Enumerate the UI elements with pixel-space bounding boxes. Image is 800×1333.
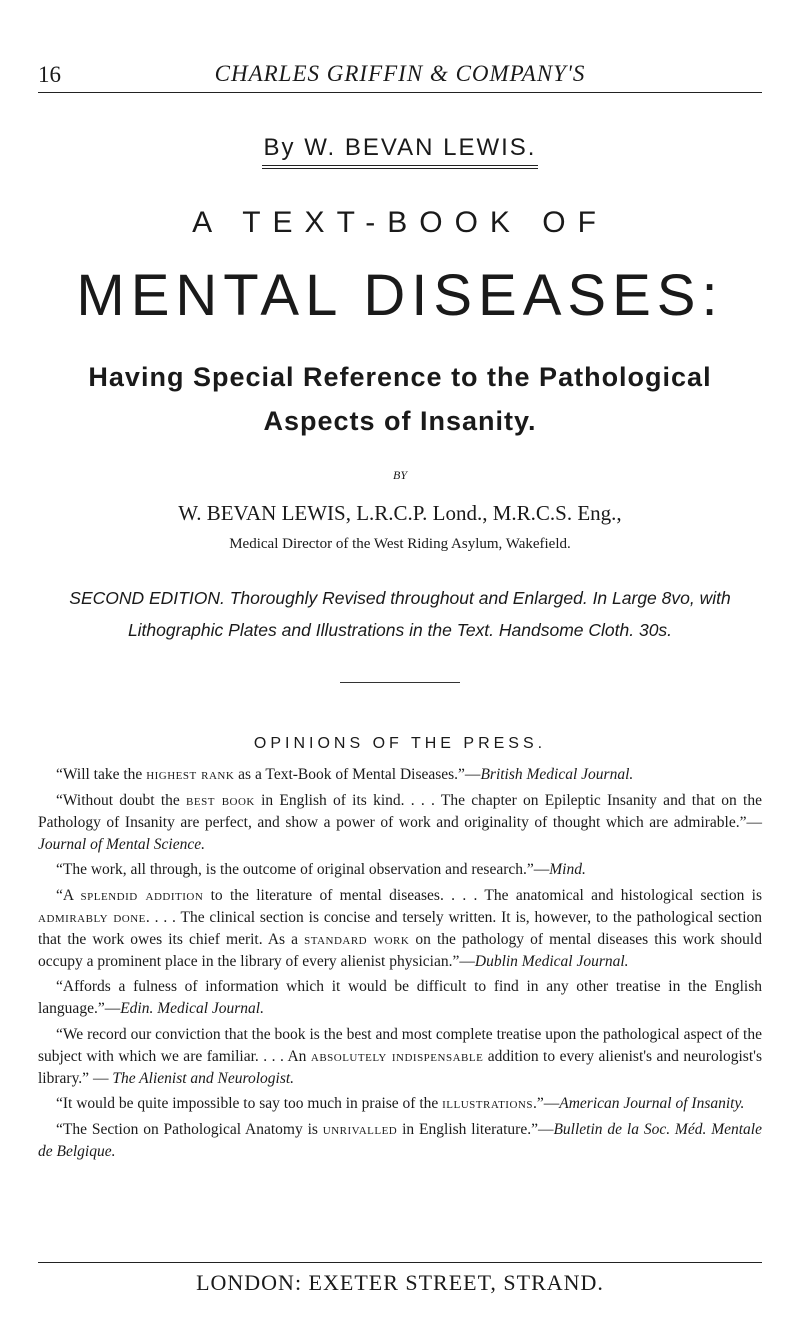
page-number: 16 <box>38 62 61 87</box>
review-emphasis: absolutely indispensable <box>310 1047 484 1065</box>
publisher-address: LONDON: EXETER STREET, STRAND. <box>196 1270 604 1295</box>
review-emphasis: best book <box>186 791 255 809</box>
review-source: Journal of Mental Science. <box>38 835 206 853</box>
review-text: “Without doubt the <box>56 791 187 809</box>
review-text: in English of its kind. . . . The chapter on Epileptic Insanity and that on the Pathology of Insanity are perfect, and show a power of work and originality of thought which are admirable.”— <box>38 791 762 831</box>
press-review <box>38 1024 762 1090</box>
title-kicker: A TEXT-BOOK OF <box>192 206 608 239</box>
running-head: CHARLES GRIFFIN & COMPANY'S <box>214 61 586 86</box>
review-text: on the pathology of mental diseases this work should occupy a prominent place in the library of every alienist physician.”— <box>38 930 762 970</box>
press-reviews <box>38 764 762 1166</box>
book-subtitle: Having Special Reference to the Pathological Aspects of Insanity. <box>88 362 712 436</box>
press-review <box>38 1093 762 1115</box>
press-review <box>38 790 762 856</box>
footer-rule <box>38 1262 762 1263</box>
review-emphasis: highest rank <box>146 766 235 783</box>
author-line-text: By W. BEVAN LEWIS. <box>262 134 539 169</box>
review-emphasis: standard work <box>304 930 410 948</box>
review-text: . . . . The clinical section is concise and tersely written. It is, however, to the pathological section that the work owes its chief merit. As a <box>38 908 763 948</box>
press-review <box>38 1119 762 1163</box>
edition-details: SECOND EDITION. Thoroughly Revised throughout and Enlarged. In Large 8vo, with Lithographic Plates and Illustrations in the Text. Handsome Cloth. 30s. <box>69 588 731 640</box>
review-source: Dublin Medical Journal. <box>474 952 629 970</box>
review-source: American Journal of Insanity. <box>559 1095 745 1112</box>
review-text: as a Text-Book of Mental Diseases.”— <box>234 766 481 783</box>
book-title: MENTAL DISEASES: <box>76 263 724 328</box>
review-source: Edin. Medical Journal. <box>120 1000 264 1017</box>
author-credentials: W. BEVAN LEWIS, L.R.C.P. Lond., M.R.C.S. Eng., <box>178 501 622 525</box>
author-role: Medical Director of the West Riding Asylum, Wakefield. <box>229 536 571 552</box>
review-text: “The work, all through, is the outcome of original observation and research.”— <box>56 861 550 878</box>
press-review <box>38 764 762 786</box>
review-text: in English literature.”— <box>397 1120 554 1138</box>
review-text: “It would be quite impossible to say too much in praise of the <box>56 1095 443 1112</box>
review-source: The Alienist and Neurologist. <box>112 1069 295 1087</box>
review-emphasis: illustrations <box>442 1095 533 1112</box>
by-label: BY <box>392 468 407 482</box>
review-text: to the literature of mental diseases. . . . The anatomical and histological section is <box>203 886 762 904</box>
press-heading: OPINIONS OF THE PRESS. <box>253 735 547 752</box>
review-text: addition to every alienist's and neurologist's library.” — <box>38 1047 762 1087</box>
review-source: British Medical Journal. <box>480 766 634 783</box>
review-text: .”— <box>532 1095 560 1112</box>
section-divider <box>340 682 460 683</box>
review-emphasis: unrivalled <box>322 1120 398 1138</box>
review-source: Bulletin de la Soc. Méd. Mentale de Belgique. <box>38 1120 762 1160</box>
review-text: “A <box>56 886 81 904</box>
review-emphasis: splendid addition <box>80 886 204 904</box>
review-emphasis: admirably done <box>38 908 146 926</box>
review-text: “The Section on Pathological Anatomy is <box>56 1120 323 1138</box>
review-text: “Will take the <box>56 766 147 783</box>
review-source: Mind. <box>549 861 586 878</box>
review-text: “Affords a fulness of information which it would be difficult to find in any other treatise in the English language.”— <box>38 978 762 1017</box>
press-review <box>38 885 762 973</box>
author-line <box>0 134 800 162</box>
press-review <box>38 859 762 881</box>
press-review <box>38 976 762 1020</box>
page-header <box>38 58 762 93</box>
review-text: “We record our conviction that the book is the best and most complete treatise upon the pathological aspect of the subject with which we are familiar. . . . An <box>38 1025 762 1065</box>
